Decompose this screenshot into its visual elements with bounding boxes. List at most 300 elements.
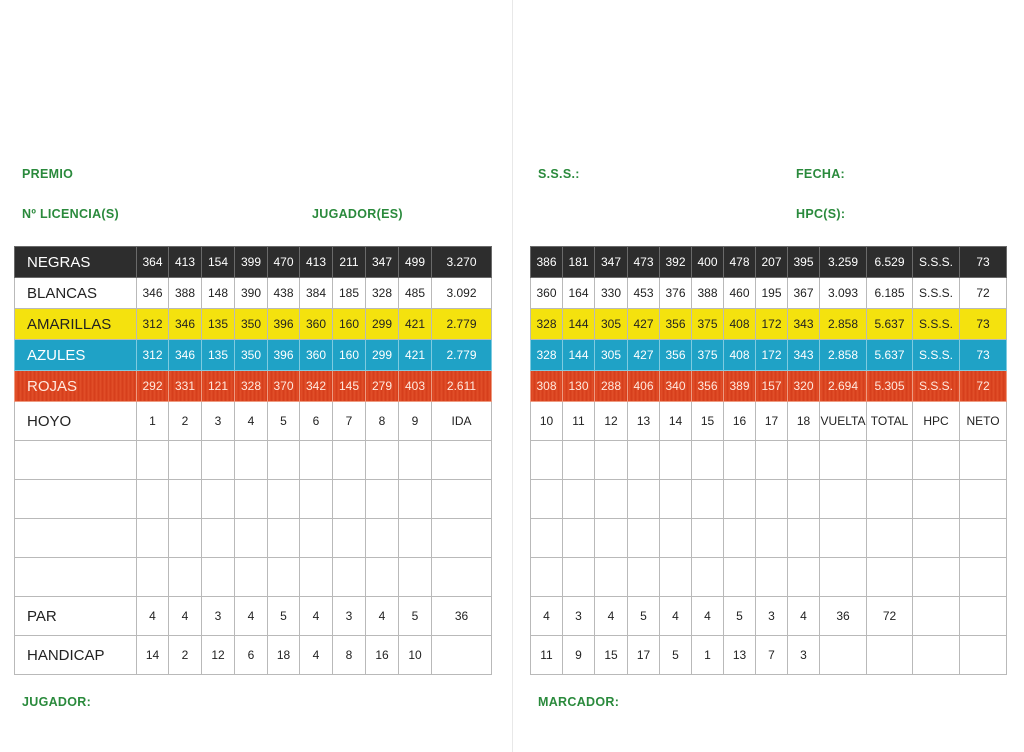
hole-distance: 384 — [300, 278, 333, 309]
hole-distance: 367 — [788, 278, 820, 309]
score-cell[interactable] — [15, 480, 137, 519]
handicap-value: 13 — [724, 636, 756, 675]
hole-distance: 308 — [531, 371, 563, 402]
course-total: 5.637 — [867, 340, 913, 371]
hole-distance: 470 — [268, 247, 300, 278]
ida-header: IDA — [432, 402, 492, 441]
score-cell[interactable] — [432, 558, 492, 597]
hpcs-label: HPC(S): — [796, 207, 846, 221]
score-cell[interactable] — [724, 519, 756, 558]
back-score-row[interactable] — [531, 558, 1007, 597]
handicap-total — [867, 636, 913, 675]
total-header: TOTAL — [867, 402, 913, 441]
handicap-total — [432, 636, 492, 675]
hole-distance: 473 — [628, 247, 660, 278]
score-cell[interactable] — [531, 441, 563, 480]
par-value: 5 — [268, 597, 300, 636]
score-cell[interactable] — [333, 519, 366, 558]
premio-label: PREMIO — [22, 167, 74, 181]
hole-distance: 400 — [692, 247, 724, 278]
hole-number: 18 — [788, 402, 820, 441]
vuelta-header: VUELTA — [820, 402, 867, 441]
score-cell[interactable] — [169, 441, 202, 480]
hole-distance: 360 — [300, 309, 333, 340]
score-row[interactable] — [15, 441, 492, 480]
handicap-value: 16 — [366, 636, 399, 675]
score-cell[interactable] — [867, 441, 913, 480]
score-cell[interactable] — [366, 558, 399, 597]
sss-value: 73 — [960, 340, 1007, 371]
par-value: 4 — [366, 597, 399, 636]
hole-distance: 388 — [169, 278, 202, 309]
handicap-value: 12 — [202, 636, 235, 675]
score-cell[interactable] — [202, 519, 235, 558]
marcador-label: MARCADOR: — [538, 695, 620, 709]
score-cell[interactable] — [913, 480, 960, 519]
jugador-label: JUGADOR: — [22, 695, 92, 709]
par-neto — [960, 597, 1007, 636]
handicap-hpc — [913, 636, 960, 675]
score-cell[interactable] — [756, 480, 788, 519]
hole-distance: 421 — [399, 309, 432, 340]
score-cell[interactable] — [137, 441, 169, 480]
handicap-value: 1 — [692, 636, 724, 675]
score-cell[interactable] — [366, 480, 399, 519]
score-cell[interactable] — [432, 519, 492, 558]
hole-distance: 172 — [756, 309, 788, 340]
score-cell[interactable] — [788, 558, 820, 597]
handicap-value: 9 — [563, 636, 595, 675]
hole-distance: 375 — [692, 340, 724, 371]
hole-distance: 172 — [756, 340, 788, 371]
hole-distance: 160 — [333, 340, 366, 371]
handicap-neto — [960, 636, 1007, 675]
par-value: 4 — [531, 597, 563, 636]
score-cell[interactable] — [724, 480, 756, 519]
score-cell[interactable] — [867, 480, 913, 519]
hole-distance: 396 — [268, 340, 300, 371]
score-cell[interactable] — [15, 519, 137, 558]
hole-distance: 154 — [202, 247, 235, 278]
hole-distance: 360 — [300, 340, 333, 371]
score-cell[interactable] — [235, 480, 268, 519]
hole-number: 10 — [531, 402, 563, 441]
par-value: 5 — [724, 597, 756, 636]
score-cell[interactable] — [15, 441, 137, 480]
fecha-label: FECHA: — [796, 167, 846, 181]
hole-distance: 403 — [399, 371, 432, 402]
score-cell[interactable] — [692, 519, 724, 558]
par-total: 72 — [867, 597, 913, 636]
hole-distance: 396 — [268, 309, 300, 340]
hole-number: 15 — [692, 402, 724, 441]
hole-number: 6 — [300, 402, 333, 441]
hole-number: 12 — [595, 402, 628, 441]
score-cell[interactable] — [300, 558, 333, 597]
ida-total: 3.270 — [432, 247, 492, 278]
score-cell[interactable] — [169, 558, 202, 597]
score-cell[interactable] — [432, 480, 492, 519]
score-cell[interactable] — [366, 519, 399, 558]
sss-label-cell: S.S.S. — [913, 278, 960, 309]
ida-total: 2.611 — [432, 371, 492, 402]
hole-distance: 408 — [724, 340, 756, 371]
sss-label-cell: S.S.S. — [913, 340, 960, 371]
hole-distance: 343 — [788, 309, 820, 340]
score-cell[interactable] — [300, 480, 333, 519]
score-cell[interactable] — [268, 519, 300, 558]
score-cell[interactable] — [399, 441, 432, 480]
hole-distance: 499 — [399, 247, 432, 278]
hole-distance: 185 — [333, 278, 366, 309]
handicap-value: 14 — [137, 636, 169, 675]
right-page — [512, 0, 1024, 752]
hole-distance: 144 — [563, 309, 595, 340]
score-row[interactable] — [15, 480, 492, 519]
score-cell[interactable] — [820, 480, 867, 519]
hole-distance: 195 — [756, 278, 788, 309]
hole-number: 9 — [399, 402, 432, 441]
hole-distance: 331 — [169, 371, 202, 402]
par-value: 4 — [235, 597, 268, 636]
par-value: 4 — [788, 597, 820, 636]
vuelta-total: 2.694 — [820, 371, 867, 402]
sss-label-cell: S.S.S. — [913, 371, 960, 402]
course-total: 6.185 — [867, 278, 913, 309]
tee-row-amarillas — [15, 309, 492, 340]
score-cell[interactable] — [268, 558, 300, 597]
hole-distance: 453 — [628, 278, 660, 309]
hole-distance: 427 — [628, 309, 660, 340]
licencia-label: Nº LICENCIA(S) — [22, 207, 119, 221]
par-value: 4 — [660, 597, 692, 636]
hole-distance: 160 — [333, 309, 366, 340]
hole-number: 8 — [366, 402, 399, 441]
hole-number: 5 — [268, 402, 300, 441]
score-cell[interactable] — [960, 558, 1007, 597]
back-tee-row-azules — [531, 340, 1007, 371]
score-cell[interactable] — [820, 558, 867, 597]
hole-distance: 376 — [660, 278, 692, 309]
par-value: 4 — [692, 597, 724, 636]
sss-value: 72 — [960, 278, 1007, 309]
vuelta-total: 2.858 — [820, 340, 867, 371]
hole-distance: 346 — [137, 278, 169, 309]
hole-number: 1 — [137, 402, 169, 441]
vuelta-total: 3.259 — [820, 247, 867, 278]
score-cell[interactable] — [756, 441, 788, 480]
score-cell[interactable] — [15, 558, 137, 597]
hole-distance: 340 — [660, 371, 692, 402]
hole-distance: 375 — [692, 309, 724, 340]
score-cell[interactable] — [563, 558, 595, 597]
hole-distance: 305 — [595, 340, 628, 371]
hole-distance: 360 — [531, 278, 563, 309]
hole-distance: 347 — [366, 247, 399, 278]
ida-total: 2.779 — [432, 309, 492, 340]
course-total: 5.305 — [867, 371, 913, 402]
score-cell[interactable] — [531, 558, 563, 597]
hole-distance: 350 — [235, 340, 268, 371]
hole-distance: 364 — [137, 247, 169, 278]
score-cell[interactable] — [202, 441, 235, 480]
hole-distance: 413 — [300, 247, 333, 278]
score-cell[interactable] — [660, 441, 692, 480]
par-hpc — [913, 597, 960, 636]
score-cell[interactable] — [660, 519, 692, 558]
score-cell[interactable] — [788, 480, 820, 519]
par-value: 4 — [300, 597, 333, 636]
score-cell[interactable] — [960, 441, 1007, 480]
score-cell[interactable] — [788, 441, 820, 480]
score-cell[interactable] — [137, 480, 169, 519]
handicap-vuelta — [820, 636, 867, 675]
score-cell[interactable] — [169, 519, 202, 558]
hole-number: 11 — [563, 402, 595, 441]
score-cell[interactable] — [628, 519, 660, 558]
hole-distance: 328 — [531, 309, 563, 340]
score-cell[interactable] — [202, 558, 235, 597]
hole-distance: 328 — [366, 278, 399, 309]
score-cell[interactable] — [820, 519, 867, 558]
score-cell[interactable] — [333, 558, 366, 597]
score-cell[interactable] — [595, 558, 628, 597]
tee-row-azules — [15, 340, 492, 371]
hole-distance: 356 — [660, 309, 692, 340]
hole-number: 13 — [628, 402, 660, 441]
handicap-value: 2 — [169, 636, 202, 675]
score-cell[interactable] — [692, 480, 724, 519]
hole-distance: 299 — [366, 340, 399, 371]
tee-name: ROJAS — [15, 371, 137, 402]
hole-distance: 413 — [169, 247, 202, 278]
front-nine-scorecard — [14, 246, 492, 675]
score-cell[interactable] — [399, 558, 432, 597]
score-cell[interactable] — [692, 441, 724, 480]
back-score-row[interactable] — [531, 441, 1007, 480]
back-score-row[interactable] — [531, 480, 1007, 519]
hole-distance: 135 — [202, 309, 235, 340]
score-cell[interactable] — [399, 480, 432, 519]
score-cell[interactable] — [960, 519, 1007, 558]
sss-value: 72 — [960, 371, 1007, 402]
hole-distance: 164 — [563, 278, 595, 309]
ida-total: 2.779 — [432, 340, 492, 371]
score-cell[interactable] — [333, 441, 366, 480]
handicap-value: 6 — [235, 636, 268, 675]
hole-distance: 130 — [563, 371, 595, 402]
back-nine-scorecard — [530, 246, 1007, 675]
score-cell[interactable] — [235, 519, 268, 558]
score-cell[interactable] — [724, 558, 756, 597]
score-cell[interactable] — [595, 480, 628, 519]
hole-number: 16 — [724, 402, 756, 441]
score-cell[interactable] — [137, 519, 169, 558]
par-value: 5 — [628, 597, 660, 636]
score-cell[interactable] — [300, 441, 333, 480]
hole-distance: 460 — [724, 278, 756, 309]
par-value: 3 — [563, 597, 595, 636]
par-value: 4 — [595, 597, 628, 636]
handicap-value: 3 — [788, 636, 820, 675]
hole-distance: 356 — [692, 371, 724, 402]
hoyo-label: HOYO — [15, 402, 137, 441]
hole-distance: 144 — [563, 340, 595, 371]
score-cell[interactable] — [268, 441, 300, 480]
score-cell[interactable] — [333, 480, 366, 519]
jugadores-label: JUGADOR(ES) — [312, 207, 403, 221]
score-cell[interactable] — [628, 441, 660, 480]
score-cell[interactable] — [300, 519, 333, 558]
hole-distance: 279 — [366, 371, 399, 402]
sss-label-cell: S.S.S. — [913, 247, 960, 278]
score-cell[interactable] — [563, 519, 595, 558]
par-row — [15, 597, 492, 636]
hpc-header: HPC — [913, 402, 960, 441]
score-cell[interactable] — [724, 441, 756, 480]
score-cell[interactable] — [913, 558, 960, 597]
score-cell[interactable] — [788, 519, 820, 558]
score-cell[interactable] — [756, 558, 788, 597]
par-value: 3 — [756, 597, 788, 636]
hole-distance: 427 — [628, 340, 660, 371]
handicap-value: 15 — [595, 636, 628, 675]
tee-name: AMARILLAS — [15, 309, 137, 340]
hole-distance: 406 — [628, 371, 660, 402]
score-cell[interactable] — [137, 558, 169, 597]
par-value: 4 — [169, 597, 202, 636]
course-total: 6.529 — [867, 247, 913, 278]
hole-distance: 342 — [300, 371, 333, 402]
hole-distance: 305 — [595, 309, 628, 340]
hole-distance: 121 — [202, 371, 235, 402]
hole-distance: 135 — [202, 340, 235, 371]
sss-label-cell: S.S.S. — [913, 309, 960, 340]
score-cell[interactable] — [202, 480, 235, 519]
tee-row-rojas — [15, 371, 492, 402]
hole-distance: 148 — [202, 278, 235, 309]
score-cell[interactable] — [169, 480, 202, 519]
hole-distance: 438 — [268, 278, 300, 309]
back-handicap-row — [531, 636, 1007, 675]
score-cell[interactable] — [867, 519, 913, 558]
handicap-value: 8 — [333, 636, 366, 675]
hole-distance: 386 — [531, 247, 563, 278]
hole-distance: 211 — [333, 247, 366, 278]
back-hoyo-row — [531, 402, 1007, 441]
handicap-value: 5 — [660, 636, 692, 675]
score-cell[interactable] — [913, 441, 960, 480]
handicap-value: 18 — [268, 636, 300, 675]
vuelta-total: 2.858 — [820, 309, 867, 340]
tee-name: AZULES — [15, 340, 137, 371]
vuelta-total: 3.093 — [820, 278, 867, 309]
hole-distance: 399 — [235, 247, 268, 278]
handicap-value: 7 — [756, 636, 788, 675]
score-cell[interactable] — [820, 441, 867, 480]
hole-distance: 370 — [268, 371, 300, 402]
hole-distance: 292 — [137, 371, 169, 402]
hoyo-row — [15, 402, 492, 441]
hole-distance: 408 — [724, 309, 756, 340]
score-cell[interactable] — [235, 441, 268, 480]
tee-row-blancas — [15, 278, 492, 309]
hole-distance: 388 — [692, 278, 724, 309]
hole-distance: 288 — [595, 371, 628, 402]
score-cell[interactable] — [235, 558, 268, 597]
back-tee-row-rojas — [531, 371, 1007, 402]
back-tee-row-negras — [531, 247, 1007, 278]
tee-row-negras — [15, 247, 492, 278]
score-cell[interactable] — [399, 519, 432, 558]
hole-number: 7 — [333, 402, 366, 441]
hole-distance: 395 — [788, 247, 820, 278]
score-cell[interactable] — [366, 441, 399, 480]
hole-distance: 346 — [169, 309, 202, 340]
hole-distance: 343 — [788, 340, 820, 371]
par-value: 5 — [399, 597, 432, 636]
handicap-label: HANDICAP — [15, 636, 137, 675]
score-cell[interactable] — [628, 480, 660, 519]
score-cell[interactable] — [960, 480, 1007, 519]
score-row[interactable] — [15, 519, 492, 558]
hole-distance: 312 — [137, 340, 169, 371]
hole-number: 4 — [235, 402, 268, 441]
score-cell[interactable] — [595, 441, 628, 480]
back-tee-row-amarillas — [531, 309, 1007, 340]
score-row[interactable] — [15, 558, 492, 597]
neto-header: NETO — [960, 402, 1007, 441]
hole-distance: 328 — [531, 340, 563, 371]
score-cell[interactable] — [660, 480, 692, 519]
hole-distance: 330 — [595, 278, 628, 309]
score-cell[interactable] — [660, 558, 692, 597]
score-cell[interactable] — [531, 480, 563, 519]
ida-total: 3.092 — [432, 278, 492, 309]
hole-distance: 157 — [756, 371, 788, 402]
hole-distance: 350 — [235, 309, 268, 340]
par-label: PAR — [15, 597, 137, 636]
par-total: 36 — [432, 597, 492, 636]
back-tee-row-blancas — [531, 278, 1007, 309]
score-cell[interactable] — [628, 558, 660, 597]
sss-value: 73 — [960, 309, 1007, 340]
hole-distance: 346 — [169, 340, 202, 371]
sss-value: 73 — [960, 247, 1007, 278]
score-cell[interactable] — [563, 480, 595, 519]
sss-label: S.S.S.: — [538, 167, 580, 181]
score-cell[interactable] — [432, 441, 492, 480]
score-cell[interactable] — [867, 558, 913, 597]
back-score-row[interactable] — [531, 519, 1007, 558]
hole-distance: 389 — [724, 371, 756, 402]
tee-name: NEGRAS — [15, 247, 137, 278]
hole-number: 3 — [202, 402, 235, 441]
hole-distance: 312 — [137, 309, 169, 340]
handicap-row — [15, 636, 492, 675]
hole-distance: 392 — [660, 247, 692, 278]
score-cell[interactable] — [595, 519, 628, 558]
score-cell[interactable] — [563, 441, 595, 480]
hole-distance: 478 — [724, 247, 756, 278]
score-cell[interactable] — [756, 519, 788, 558]
score-cell[interactable] — [913, 519, 960, 558]
score-cell[interactable] — [531, 519, 563, 558]
handicap-value: 17 — [628, 636, 660, 675]
score-cell[interactable] — [692, 558, 724, 597]
course-total: 5.637 — [867, 309, 913, 340]
score-cell[interactable] — [268, 480, 300, 519]
